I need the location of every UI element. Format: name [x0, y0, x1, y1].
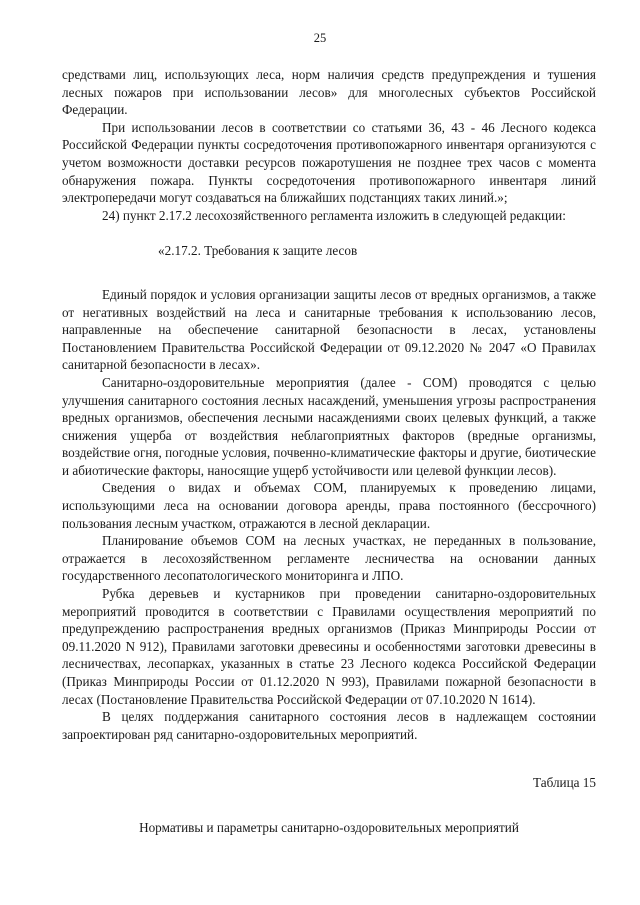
paragraph-protection-order: Единый порядок и условия организации защиты лесов от вредных организмов, а также от негативных воздействий на леса и санитарные требования к использованию лесов, направленные на обеспечение санитарной безопасности в лесах, установлены Постановлением Правительства Российской Федерации от 09.12.2020 № 2047 «О Правилах санитарной безопасности в лесах».	[62, 286, 596, 373]
paragraph-continuation: средствами лиц, использующих леса, норм наличия средств предупреждения и тушения лесных пожаров при использовании лесов» для многолесных субъектов Российской Федерации.	[62, 67, 596, 118]
paragraph-fire-points: При использовании лесов в соответствии со статьями 36, 43 - 46 Лесного кодекса Российской Федерации пункты сосредоточения противопожарного инвентаря организуются с учетом возможности доставки ресурсов пожаротушения не позднее трех часов с момента обнаружения пожара. Пункты сосредоточения противопожарного инвентаря линий электропередачи могут создаваться на ближайших подстанциях таких линий.»;	[62, 119, 596, 206]
paragraph-som-declaration: Сведения о видах и объемах СОМ, планируемых к проведению лицами, использующими леса на основании договора аренды, права постоянного (бессрочного) пользования лесным участком, отражаются в лесной декларации.	[62, 480, 596, 531]
paragraph-maintenance: В целях поддержания санитарного состояния лесов в надлежащем состоянии запроектирован ряд санитарно-оздоровительных мероприятий.	[62, 709, 596, 742]
table-title: Нормативы и параметры санитарно-оздоровительных мероприятий	[139, 819, 519, 835]
paragraph-item-24: 24) пункт 2.17.2 лесохозяйственного регламента изложить в следующей редакции:	[102, 207, 566, 223]
page-number: 25	[313, 31, 327, 45]
paragraph-felling-rules: Рубка деревьев и кустарников при проведении санитарно-оздоровительных мероприятий проводится в соответствии с Правилами осуществления мероприятий по предупреждению распространения вредных организмов (Приказ Минприроды России от 09.11.2020 N 912), Правилами заготовки древесины и особенностями заготовки древесины в лесничествах, лесопарках, указанных в статье 23 Лесного кодекса Российской Федерации (Приказ Минприроды России от 01.12.2020 N 993), Правилами пожарной безопасности в лесах (Постановление Правительства Российской Федерации от 07.10.2020 N 1614).	[62, 586, 596, 707]
paragraph-som-definition: Санитарно-оздоровительные мероприятия (далее - СОМ) проводятся с целью улучшения санитарного состояния лесных насаждений, уменьшения угрозы распространения вредных организмов, обеспечения лесными насаждениями своих целевых функций, а также снижения ущерба от воздействия неблагоприятных факторов (вредные организмы, воздействие огня, погодные условия, почвенно-климатические факторы и другие, биотические и абиотические факторы, наносящие ущерб устойчивости или целевой функции лесов).	[62, 374, 596, 478]
page-body	[62, 66, 596, 837]
paragraph-som-planning: Планирование объемов СОМ на лесных участках, не переданных в пользование, отражается в лесохозяйственном регламенте лесничества на основании данных государственного лесопатологического мониторинга и ЛПО.	[62, 533, 596, 584]
table-label: Таблица 15	[533, 775, 596, 791]
section-heading: «2.17.2. Требования к защите лесов	[158, 243, 358, 259]
